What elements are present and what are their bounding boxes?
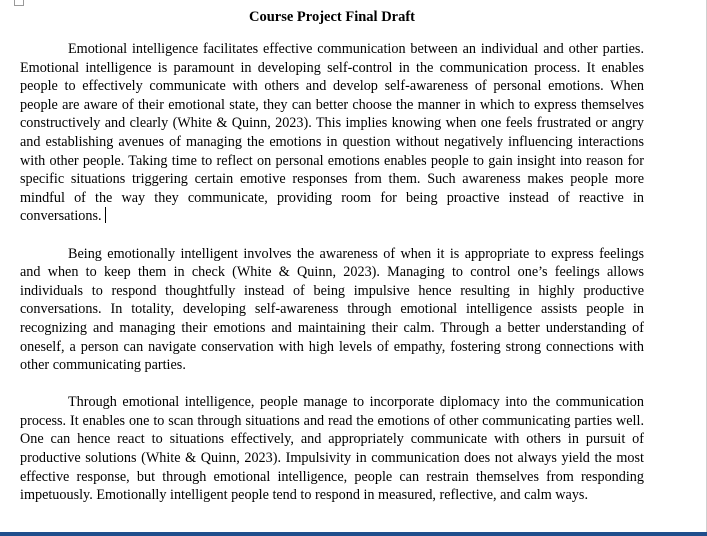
document-body[interactable] — [20, 40, 644, 523]
text-cursor — [105, 207, 106, 223]
paragraph-3[interactable]: Through emotional intelligence, people manage to incorporate diplomacy into the communication process. It enables one to scan through situations and read the emotions of other communicating parties well. One can hence react to situations effectively, and appropriately communicate with others in pursuit of productive solutions (White & Quinn, 2023). Impulsivity in communication does not always yield the most effective response, but through emotional intelligence, people can restrain themselves from responding impetuously. Emotionally intelligent people tend to respond in measured, reflective, and calm ways. — [20, 394, 644, 504]
page-corner-marker — [14, 0, 24, 6]
window-bottom-bar — [0, 532, 707, 536]
paragraph-1[interactable] — [20, 40, 644, 226]
paragraph-2[interactable]: Being emotionally intelligent involves the awareness of when it is appropriate to express feelings and when to keep them in check (White & Quinn, 2023). Managing to control one’s feelings allows individuals to respond thoughtfully instead of being impulsive hence resulting in highly productive conversations. In totality, developing self-awareness through emotional intelligence assists people in recognizing and managing their emotions and maintaining their calm. Through a better understanding of oneself, a person can navigate conservation with high levels of empathy, fostering strong connections with other communicating parties. — [20, 245, 644, 374]
paragraph-1-text: Emotional intelligence facilitates effective communication between an individual and other parties. Emotional intelligence is paramount in developing self-control in the communication process. It enables people to effectively communicate with others and develop self-awareness of personal emotions. When people are aware of their emotional state, they can better choose the manner in which to express themselves constructively and clearly (White & Quinn, 2023). This implies knowing when one feels frustrated or angry and establishing avenues of managing the emotions in question without negatively influencing interactions with other people. Taking time to reflect on personal emotions enables people to gain insight into reason for specific situations triggering certain emotive responses from them. Such awareness makes people more mindful of the way they communicate, providing room for being proactive instead of reactive in conversations. — [20, 41, 644, 225]
document-title: Course Project Final Draft — [248, 9, 416, 25]
